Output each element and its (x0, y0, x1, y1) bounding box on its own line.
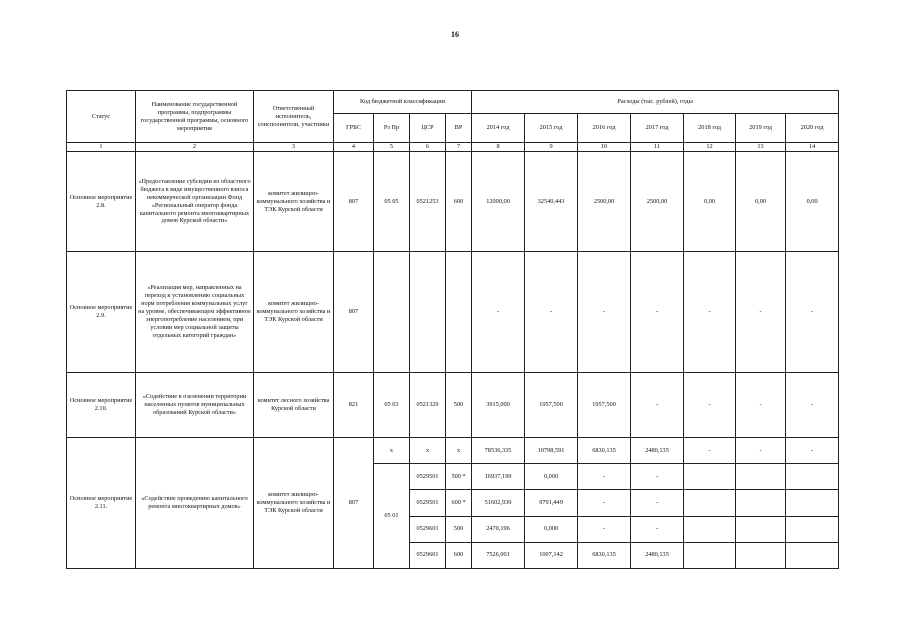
row-rzpr: 05 05 (374, 152, 410, 252)
row-value (786, 464, 839, 490)
row-value: 3915,000 (472, 372, 525, 437)
row-value (684, 542, 736, 568)
row-value: 0,000 (525, 464, 578, 490)
header-rzpr: Рз Пр (374, 114, 410, 143)
row-vr: х (446, 438, 472, 464)
table-row (67, 372, 839, 437)
row-value (684, 490, 736, 516)
column-number: 11 (631, 143, 684, 152)
row-vr: 600 (446, 152, 472, 252)
column-number: 8 (472, 143, 525, 152)
row-value: - (684, 251, 736, 372)
row-name: «Реализация мер, направленных на переход к установлению социальных норм потребления коммунальных услуг на уровне, обеспечивающем эффективное энергопотребление населением, при условии мер социальной защиты отдельных категорий граждан» (136, 251, 254, 372)
row-value (736, 542, 786, 568)
row-csr: 0521329 (410, 372, 446, 437)
row-value (736, 464, 786, 490)
column-number: 9 (525, 143, 578, 152)
row-value: 16937,199 (472, 464, 525, 490)
column-number: 7 (446, 143, 472, 152)
row-grbs: 807 (334, 251, 374, 372)
row-value: 2500,00 (578, 152, 631, 252)
column-number: 3 (254, 143, 334, 152)
table-row (67, 152, 839, 252)
row-value (786, 490, 839, 516)
row-value: 51602,939 (472, 490, 525, 516)
header-year: 2016 год (578, 114, 631, 143)
row-status: Основное мероприятие 2.8. (67, 152, 136, 252)
row-value: - (786, 251, 839, 372)
row-value (786, 542, 839, 568)
column-number: 13 (736, 143, 786, 152)
column-number: 5 (374, 143, 410, 152)
row-value: 32540,443 (525, 152, 578, 252)
row-vr: 500 (446, 516, 472, 542)
header-year: 2019 год (736, 114, 786, 143)
row-executor: комитет жилищно-коммунального хозяйства и ТЭК Курской области (254, 438, 334, 569)
header-csr: ЦСР (410, 114, 446, 143)
row-rzpr (374, 251, 410, 372)
row-value: 1007,142 (525, 542, 578, 568)
row-value: 0,00 (736, 152, 786, 252)
row-value: - (578, 516, 631, 542)
row-value: - (736, 372, 786, 437)
column-number: 14 (786, 143, 839, 152)
row-csr (410, 251, 446, 372)
header-year: 2017 год (631, 114, 684, 143)
row-value: - (786, 372, 839, 437)
row-value: - (578, 490, 631, 516)
page-number: 16 (451, 30, 459, 39)
header-executor: Ответственный исполнитель, соисполнители, участники (254, 91, 334, 143)
column-number: 10 (578, 143, 631, 152)
row-csr: 0529501 (410, 464, 446, 490)
row-grbs: 821 (334, 372, 374, 437)
row-csr: 0529601 (410, 516, 446, 542)
row-value: 1957,500 (525, 372, 578, 437)
column-number: 12 (684, 143, 736, 152)
header-year: 2020 год (786, 114, 839, 143)
table-row (67, 438, 839, 464)
row-executor: комитет жилищно-коммунального хозяйства и ТЭК Курской области (254, 152, 334, 252)
row-value: - (736, 438, 786, 464)
row-vr: 500 (446, 372, 472, 437)
row-name: «Предоставление субсидии из областного бюджета в виде имущественного взноса некоммерческой организации Фонд «Региональный оператор фонда капитального ремонта многоквартирных домов Курской области» (136, 152, 254, 252)
header-grbs: ГРБС (334, 114, 374, 143)
row-value: 0,00 (684, 152, 736, 252)
row-rzpr: 05 03 (374, 372, 410, 437)
row-value: - (631, 251, 684, 372)
row-value: 2480,135 (631, 438, 684, 464)
row-rzpr: 05 01 (374, 464, 410, 569)
header-expenses: Расходы (тыс. рублей), годы (472, 91, 839, 114)
row-csr: 0521253 (410, 152, 446, 252)
row-value: 2500,00 (631, 152, 684, 252)
row-value: - (631, 516, 684, 542)
row-value: - (578, 251, 631, 372)
row-executor: комитет жилищно-коммунального хозяйства и ТЭК Курской области (254, 251, 334, 372)
row-value: - (578, 464, 631, 490)
row-value: 2480,135 (631, 542, 684, 568)
row-value: - (525, 251, 578, 372)
header-status: Статус (67, 91, 136, 143)
row-value: 0,000 (525, 516, 578, 542)
row-csr: х (410, 438, 446, 464)
row-name: «Содействие в озеленении территории населенных пунктов муниципальных образований Курской области» (136, 372, 254, 437)
row-value: 10798,591 (525, 438, 578, 464)
row-value: 6830,135 (578, 438, 631, 464)
header-budget-code: Код бюджетной классификации (334, 91, 472, 114)
row-name: «Содействие проведению капитального ремонта многоквартирных домов» (136, 438, 254, 569)
column-number: 6 (410, 143, 446, 152)
column-number: 1 (67, 143, 136, 152)
row-value: - (684, 438, 736, 464)
header-year: 2018 год (684, 114, 736, 143)
row-value: 0,00 (786, 152, 839, 252)
row-value: 7526,001 (472, 542, 525, 568)
row-value: 6830,135 (578, 542, 631, 568)
row-status: Основное мероприятие 2.11. (67, 438, 136, 569)
header-year: 2014 год (472, 114, 525, 143)
row-csr: 0529501 (410, 490, 446, 516)
row-grbs: 807 (334, 438, 374, 569)
row-grbs: 807 (334, 152, 374, 252)
row-value: - (631, 490, 684, 516)
row-value: 78536,335 (472, 438, 525, 464)
row-value: - (631, 372, 684, 437)
column-number: 4 (334, 143, 374, 152)
row-value (736, 490, 786, 516)
row-executor: комитет лесного хозяйства Курской области (254, 372, 334, 437)
header-program-name: Наименование государственной программы, подпрограммы государственной программы, основного мероприятия (136, 91, 254, 143)
row-value: 9791,449 (525, 490, 578, 516)
header-vr: ВР (446, 114, 472, 143)
row-value: 1957,500 (578, 372, 631, 437)
row-status: Основное мероприятие 2.10. (67, 372, 136, 437)
row-value: - (684, 372, 736, 437)
row-rzpr: х (374, 438, 410, 464)
table-row (67, 251, 839, 372)
row-value (736, 516, 786, 542)
row-value: - (736, 251, 786, 372)
row-vr: 600 (446, 542, 472, 568)
row-vr (446, 251, 472, 372)
row-value: - (631, 464, 684, 490)
row-status: Основное мероприятие 2.9. (67, 251, 136, 372)
row-vr: 500 * (446, 464, 472, 490)
column-number: 2 (136, 143, 254, 152)
row-value (684, 516, 736, 542)
budget-expenses-table (66, 90, 839, 569)
row-vr: 600 * (446, 490, 472, 516)
row-value: - (786, 438, 839, 464)
header-year: 2015 год (525, 114, 578, 143)
row-value (684, 464, 736, 490)
row-value: 2470,196 (472, 516, 525, 542)
row-value (786, 516, 839, 542)
row-value: 12000,00 (472, 152, 525, 252)
row-csr: 0529601 (410, 542, 446, 568)
row-value: - (472, 251, 525, 372)
